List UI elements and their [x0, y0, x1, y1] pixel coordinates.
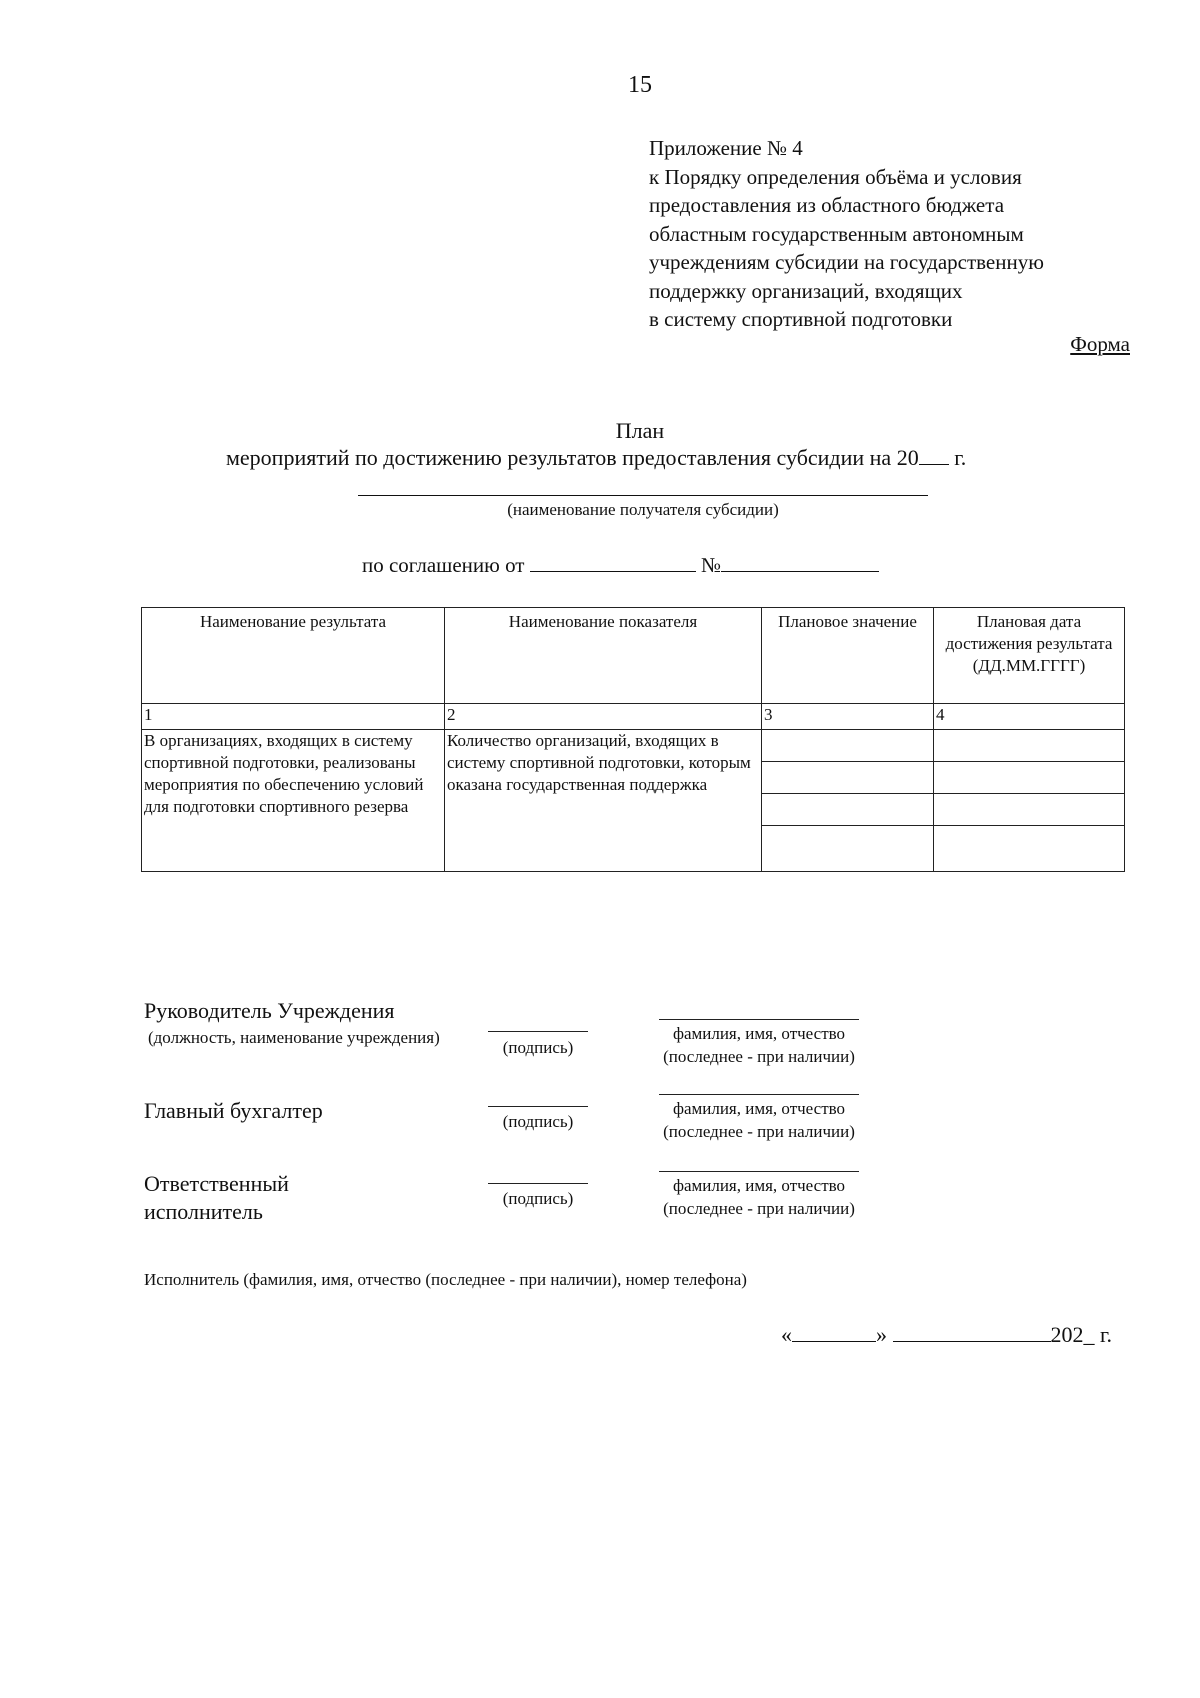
header-planned-value: Плановое значение [762, 608, 934, 704]
responsible-signature-line[interactable] [488, 1183, 588, 1184]
head-note: (должность, наименование учреждения) [148, 1028, 440, 1047]
appendix-line: в систему спортивной подготовки [649, 307, 953, 331]
appendix-line: предоставления из областного бюджета [649, 193, 1005, 217]
header-indicator-name: Наименование показателя [445, 608, 762, 704]
head-title: Руководитель Учреждения [144, 998, 395, 1023]
responsible-signature-caption: (подпись) [502, 1189, 574, 1208]
planned-date-cell[interactable] [934, 794, 1125, 826]
agreement-label: по соглашению от [362, 553, 530, 577]
year-suffix: г. [948, 445, 967, 470]
planned-date-cell[interactable] [934, 730, 1125, 762]
appendix-line: к Порядку определения объёма и условия [649, 164, 1022, 189]
appendix-line: поддержку организаций, входящих [649, 278, 963, 303]
planned-date-cell[interactable] [934, 826, 1125, 872]
results-table [141, 607, 1125, 872]
month-blank[interactable] [893, 1341, 1051, 1342]
column-number: 2 [445, 704, 762, 730]
accountant-title: Главный бухгалтер [144, 1098, 323, 1123]
day-blank[interactable] [792, 1341, 876, 1342]
header-result-name: Наименование результата [142, 608, 445, 704]
date-year: 202_ г. [1050, 1322, 1113, 1347]
planned-value-cell[interactable] [762, 826, 934, 872]
date-close-quote: » [876, 1322, 887, 1347]
executor-line: Исполнитель (фамилия, имя, отчество (последнее - при наличии), номер телефона) [144, 1270, 747, 1289]
date-open-quote: « [781, 1322, 792, 1347]
planned-value-cell[interactable] [762, 794, 934, 826]
appendix-line: областным государственным автономным [649, 221, 1024, 246]
accountant-signature-caption: (подпись) [502, 1112, 574, 1131]
table-number-row [142, 704, 1125, 730]
plan-title: План [615, 418, 665, 443]
date-line [781, 1322, 1112, 1348]
responsible-name-caption: фамилия, имя, отчество [672, 1176, 846, 1195]
accountant-name-caption-note: (последнее - при наличии) [663, 1122, 855, 1141]
indicator-name-cell: Количество организаций, входящих в систему спортивной подготовки, которым оказана государственная поддержка [445, 730, 762, 872]
responsible-name-caption-note: (последнее - при наличии) [663, 1199, 855, 1218]
table-header-row [142, 608, 1125, 704]
recipient-name-blank[interactable] [358, 495, 928, 496]
appendix-line: Приложение № 4 [649, 136, 803, 160]
head-name-caption-note: (последнее - при наличии) [663, 1047, 855, 1066]
agreement-line [362, 553, 879, 578]
column-number: 3 [762, 704, 934, 730]
plan-subtitle [226, 445, 966, 471]
column-number: 4 [934, 704, 1125, 730]
form-label: Форма [1070, 332, 1130, 356]
recipient-caption: (наименование получателя субсидии) [507, 500, 779, 519]
agreement-number-blank[interactable] [721, 571, 879, 572]
result-name-cell: В организациях, входящих в систему спортивной подготовки, реализованы мероприятия по обеспечению условий для подготовки спортивного резерва [142, 730, 445, 872]
agreement-date-blank[interactable] [530, 571, 696, 572]
head-name-line[interactable] [659, 1019, 859, 1020]
page-number: 15 [628, 72, 652, 98]
planned-value-cell[interactable] [762, 762, 934, 794]
responsible-title-line-2: исполнитель [144, 1199, 263, 1224]
appendix-line: учреждениям субсидии на государственную [649, 250, 1044, 274]
accountant-name-caption: фамилия, имя, отчество [672, 1099, 846, 1118]
head-signature-line[interactable] [488, 1031, 588, 1032]
header-planned-date: Плановая дата достижения результата (ДД.ММ.ГГГГ) [934, 608, 1125, 704]
head-signature-caption: (подпись) [502, 1038, 574, 1057]
accountant-name-line[interactable] [659, 1094, 859, 1095]
responsible-title: Ответственный [144, 1171, 289, 1196]
accountant-signature-line[interactable] [488, 1106, 588, 1107]
responsible-name-line[interactable] [659, 1171, 859, 1172]
head-name-caption: фамилия, имя, отчество [672, 1024, 846, 1043]
appendix-header [649, 134, 1044, 334]
table-row [142, 730, 1125, 762]
planned-value-cell[interactable] [762, 730, 934, 762]
plan-subtitle-text: мероприятий по достижению результатов предоставления субсидии на 20 [226, 445, 919, 470]
planned-date-cell[interactable] [934, 762, 1125, 794]
agreement-number-sign: № [695, 553, 722, 577]
column-number: 1 [142, 704, 445, 730]
year-blank[interactable] [919, 464, 949, 465]
